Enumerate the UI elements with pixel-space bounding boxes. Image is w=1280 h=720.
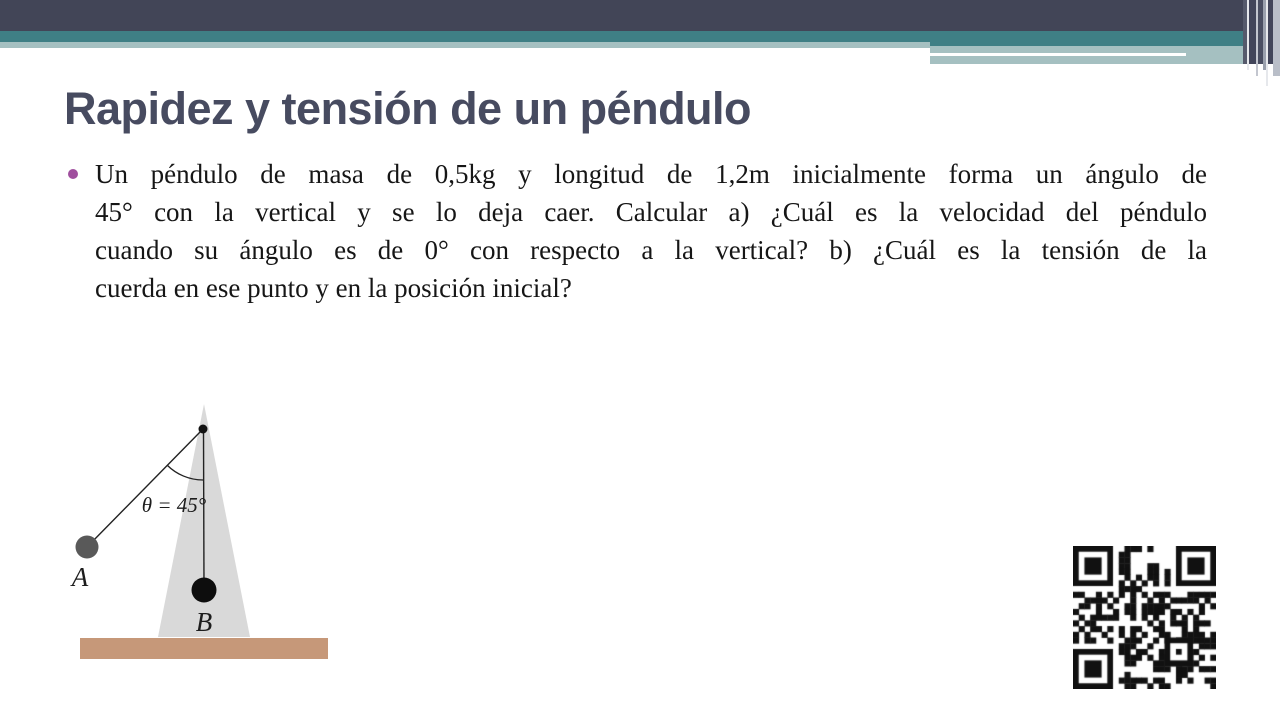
angle-label: θ = 45° <box>141 493 207 517</box>
header-bar-dark <box>0 0 1280 31</box>
pendulum-diagram <box>40 390 360 680</box>
problem-text <box>95 155 1207 307</box>
problem-text-line: cuerda en ese punto y en la posición inicial? <box>95 273 572 303</box>
qr-code <box>1073 546 1216 689</box>
label-a: A <box>71 562 89 592</box>
bob-b <box>192 578 217 603</box>
header-white-line <box>930 53 1186 56</box>
ground-base <box>80 638 328 659</box>
problem-text-line: 45° con la vertical y se lo deja caer. Calcular a) ¿Cuál es la velocidad del péndulo <box>95 197 1207 227</box>
edge-stripe <box>1273 0 1280 76</box>
page-title: Rapidez y tensión de un péndulo <box>64 83 752 134</box>
bullet-icon <box>68 169 78 179</box>
problem-text-line: cuando su ángulo es de 0° con respecto a la vertical? b) ¿Cuál es la tensión de la <box>95 235 1207 265</box>
label-b: B <box>195 607 213 637</box>
header-bar-teal <box>0 31 1280 42</box>
pivot-dot <box>199 425 208 434</box>
problem-text-line: Un péndulo de masa de 0,5kg y longitud de 1,2m inicialmente forma un ángulo de <box>95 159 1207 189</box>
edge-stripe <box>1249 0 1256 64</box>
bob-a <box>76 536 99 559</box>
